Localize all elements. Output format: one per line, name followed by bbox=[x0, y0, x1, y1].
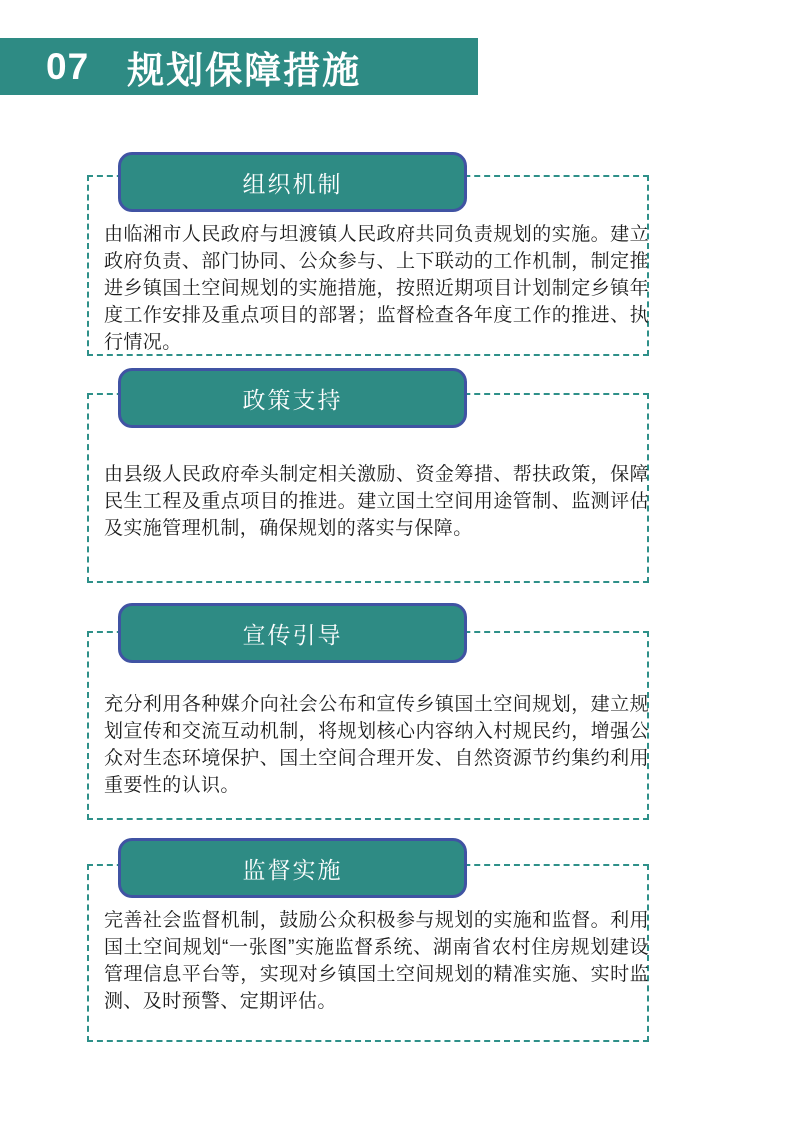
section-title-organization: 组织机制 bbox=[118, 152, 467, 212]
section-title-supervision: 监督实施 bbox=[118, 838, 467, 898]
page-title: 规划保障措施 bbox=[127, 49, 362, 91]
section-body-policy: 由县级人民政府牵头制定相关激励、资金筹措、帮扶政策，保障民生工程及重点项目的推进。建立国土空间用途管制、监测评估及实施管理机制，确保规划的落实与保障。 bbox=[104, 464, 649, 539]
chapter-number: 07 bbox=[46, 45, 90, 87]
section-title-policy: 政策支持 bbox=[118, 368, 467, 428]
section-body-supervision: 完善社会监督机制，鼓励公众积极参与规划的实施和监督。利用国土空间规划“一张图”实施监督系统、湖南省农村住房规划建设管理信息平台等，实现对乡镇国土空间规划的精准实施、实时监测、及时预警、定期评估。 bbox=[104, 910, 649, 1012]
section-body-organization: 由临湘市人民政府与坦渡镇人民政府共同负责规划的实施。建立政府负责、部门协同、公众参与、上下联动的工作机制，制定推进乡镇国土空间规划的实施措施，按照近期项目计划制定乡镇年度工作安排及重点项目的部署；监督检查各年度工作的推进、执行情况。 bbox=[104, 224, 649, 353]
section-title-publicity: 宣传引导 bbox=[118, 603, 467, 663]
chapter-header-band bbox=[0, 38, 478, 95]
section-body-publicity: 充分利用各种媒介向社会公布和宣传乡镇国土空间规划，建立规划宣传和交流互动机制，将规划核心内容纳入村规民约，增强公众对生态环境保护、国土空间合理开发、自然资源节约集约利用重要性的认识。 bbox=[104, 694, 649, 796]
